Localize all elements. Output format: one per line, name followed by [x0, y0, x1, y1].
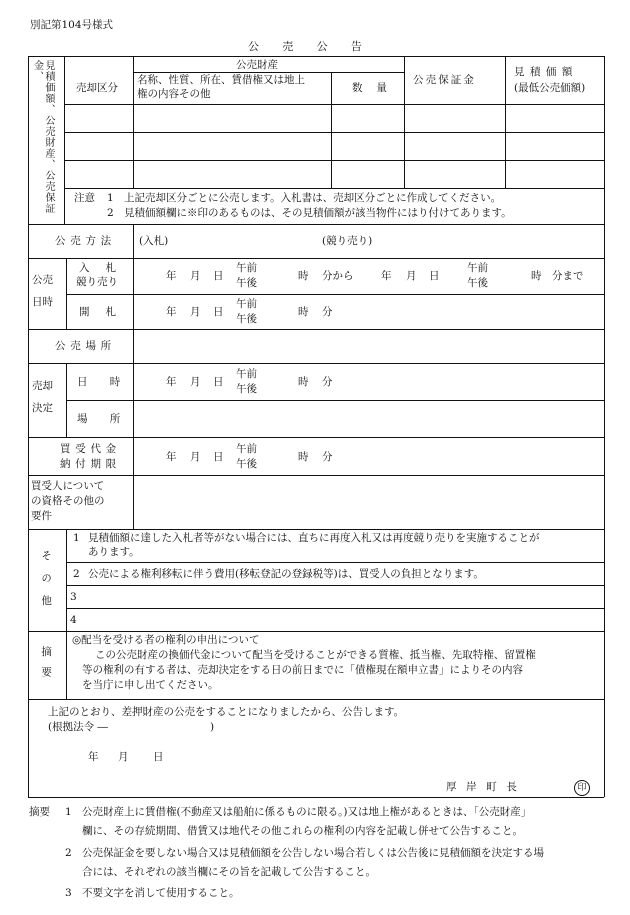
decision-label-1: 売却 — [32, 380, 53, 392]
footer-3-num: 3 — [65, 887, 72, 899]
datetime-auction: 競り売り — [76, 276, 118, 288]
footer-1-line2: 欄に、その存続期間、借賃又は地代その他これらの権利の内容を記載し併せて公告すること。 — [82, 825, 523, 837]
closing-law: (根拠法令 ― — [48, 721, 108, 733]
payment-label-1: 買受代金 — [60, 443, 121, 455]
closing-statement: 上記のとおり、差押財産の公売をすることになりましたから、公告します。 — [48, 706, 405, 718]
other-3-num: 3 — [70, 591, 77, 603]
footer-2-line2: 合には、それぞれの該当欄にその旨を記載して公告すること。 — [82, 866, 376, 878]
other-label: その他 — [40, 550, 53, 618]
footer-1-line1: 公売財産上に賃借権(不動産又は船舶に係るものに限る。)又は地上権があるときは、「公売財産」 — [82, 806, 532, 818]
decision-place-label: 場 所 — [77, 413, 130, 425]
page-title: 公 売 公 告 — [248, 40, 372, 53]
header-estimate-price-sub: (最低公売価額) — [514, 82, 586, 94]
place-label: 公売場所 — [55, 340, 116, 352]
payment-label-2: 納付期限 — [60, 458, 121, 470]
closing-law-close: ) — [210, 721, 215, 733]
datetime-open: 開 札 — [79, 306, 123, 318]
seal-mark: 印 — [574, 780, 590, 796]
form-number: 別記第104号様式 — [30, 19, 114, 31]
footer-2-line1: 公売保証金を要しない場合又は見積価額を公告しない場合若しくは公告後に見積価額を決定する場 — [82, 847, 544, 859]
header-deposit: 公売保証金 — [413, 74, 476, 86]
method-auction: (競り売り) — [322, 235, 373, 247]
header-sale-category: 売却区分 — [76, 82, 118, 94]
header-estimate-price: 見 積 価 額 — [514, 66, 574, 78]
other-2-num: 2 — [73, 568, 80, 580]
notes-prefix: 注意 — [74, 192, 95, 204]
decision-label-2: 決定 — [32, 402, 53, 414]
footer-2-num: 2 — [65, 847, 72, 859]
header-property-desc-2: 権の内容その他 — [137, 88, 211, 100]
other-4-num: 4 — [70, 614, 77, 626]
notes-2: 見積価額欄に※印のあるものは、その見積価額が該当物件にはり付けてあります。 — [124, 207, 512, 219]
left-vertical-label: 見積価額、公売財産、公売保証金、 — [31, 60, 54, 214]
buyer-label-1: 買受人について — [31, 480, 105, 492]
notes-1-num: 1 — [107, 192, 114, 204]
buyer-label-3: 要件 — [31, 510, 52, 522]
signer: 厚 岸 町 長 — [446, 781, 521, 793]
footer-3: 不要文字を消して使用すること。 — [82, 887, 240, 899]
method-bid: (入札) — [139, 235, 169, 247]
summary-heading: ◎配当を受ける者の権利の申出について — [72, 634, 260, 646]
other-1-line2: あります。 — [88, 546, 140, 558]
notes-2-num: 2 — [107, 207, 114, 219]
footer-prefix: 摘要 — [29, 806, 50, 818]
header-property-group: 公売財産 — [236, 59, 278, 71]
other-2: 公売による権利移転に伴う費用(移転登記の登録税等)は、買受人の負担となります。 — [88, 568, 484, 580]
header-property-desc-1: 名称、性質、所在、賃借権又は地上 — [137, 74, 305, 86]
decision-datetime-label: 日 時 — [77, 376, 130, 388]
header-quantity: 数 量 — [352, 82, 393, 94]
summary-line1: この公売財産の換価代金について配当を受けることができる質権、抵当権、先取特権、留置権 — [95, 649, 536, 661]
datetime-label-1: 公売 — [32, 274, 53, 286]
notes-1: 上記売却区分ごとに公売します。入札書は、売却区分ごとに作成してください。 — [124, 192, 502, 204]
other-1-num: 1 — [73, 532, 80, 544]
buyer-label-2: の資格その他の — [31, 495, 105, 507]
summary-line2: 等の権利の有する者は、売却決定をする日の前日までに「債権現在額申立書」によりその内容 — [82, 664, 523, 676]
summary-label: 摘要 — [40, 646, 53, 687]
datetime-label-2: 日時 — [32, 296, 53, 308]
datetime-bid: 入 札 — [79, 262, 123, 274]
summary-line3: を当庁に申し出てください。 — [82, 679, 219, 691]
method-label: 公売方法 — [55, 235, 116, 247]
other-1-line1: 見積価額に達した入札者等がない場合には、直ちに再度入札又は再度競り売りを実施することが — [88, 532, 540, 544]
footer-1-num: 1 — [65, 806, 72, 818]
